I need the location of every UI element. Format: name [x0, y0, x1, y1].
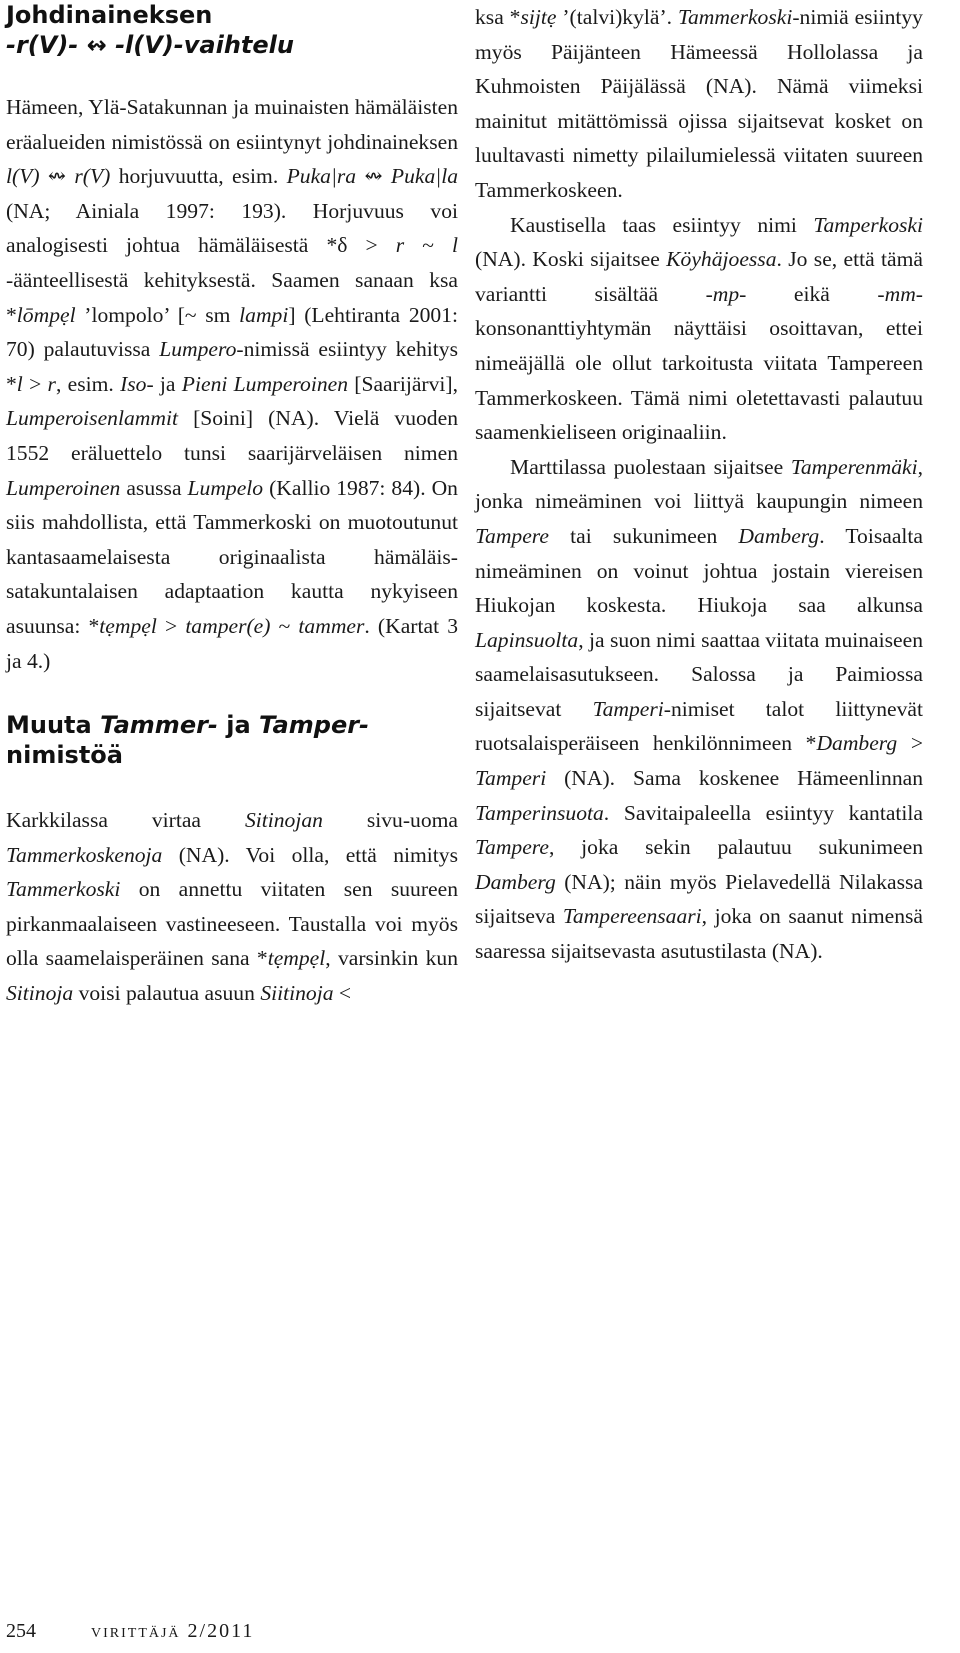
text-run: , varsinkin kun: [325, 946, 459, 971]
italic-run: Tammerkoski: [677, 5, 793, 29]
text-run: ↭: [356, 164, 391, 189]
text-run: , esim.: [55, 371, 121, 396]
italic-run: Siitinoja: [260, 981, 334, 1006]
text-run: , joka sekin palautuu sukunimeen: [549, 835, 923, 860]
italic-run: Damberg: [475, 869, 556, 894]
heading-2-italic-1: Tammer-: [100, 711, 218, 740]
italic-run: Tamperkoski: [813, 212, 923, 237]
text-run: >: [22, 371, 48, 396]
left-paragraph-1: [6, 90, 458, 678]
italic-run: Tammerkoskenoja: [6, 842, 163, 867]
italic-run: Damberg: [738, 523, 820, 548]
text-run: (NA; Ainiala 1997: 193). Horjuvuus voi analogisesti johtua hämäläisestä *δ >: [6, 198, 458, 258]
text-run: ’(talvi)kylä’.: [556, 5, 678, 29]
text-run: - eikä -: [739, 281, 885, 306]
text-run: ↭: [39, 164, 75, 189]
text-run: horjuvuutta, esim.: [110, 164, 287, 189]
italic-run: Lumpero: [159, 337, 237, 362]
right-paragraph-3: [475, 450, 923, 969]
italic-run: l: [452, 233, 458, 258]
text-run: ~: [270, 613, 299, 638]
italic-run: Tamperenmäki: [790, 454, 918, 479]
heading-2-italic-2: Tamper-: [259, 711, 370, 740]
italic-run: Puka|ra: [286, 164, 357, 189]
italic-run: Puka|la: [390, 164, 459, 189]
italic-run: tẹmpẹl: [267, 946, 326, 971]
text-run: >: [897, 731, 923, 756]
italic-run: r: [47, 371, 56, 396]
text-run: tai sukunimeen: [549, 523, 739, 548]
italic-run: Köyhäjoessa: [666, 247, 777, 272]
text-run: , ja suon nimi saattaa viitata muinaiseen saamelaisasutukseen. Salossa ja Paimiossa sijaitsevat: [475, 627, 924, 721]
heading-2-prefix: Muuta: [6, 711, 101, 740]
text-run: [Saarijärvi],: [348, 371, 458, 396]
text-run: ’lompolo’ [~ sm: [75, 302, 240, 327]
text-run: . Savitaipaleella esiintyy kantatila: [603, 800, 923, 825]
heading-2-mid: ja: [217, 711, 260, 740]
text-run: (NA); näin myös Pielavedellä Nilakassa sijaitseva: [475, 869, 923, 929]
italic-run: Pieni Lumperoinen: [181, 371, 348, 396]
heading-1-line-1: Johdinaineksen: [6, 1, 213, 29]
italic-run: Tampereensaari: [562, 904, 702, 929]
right-paragraph-1: [475, 0, 923, 208]
text-run: , joka on saanut nimensä saaressa sijaitsevasta asutustilasta (NA).: [475, 904, 923, 964]
text-run: asussa: [120, 475, 188, 500]
italic-run: Lumpelo: [187, 475, 264, 500]
italic-run: Sitinoja: [6, 981, 74, 1006]
italic-run: Damberg: [816, 731, 898, 756]
italic-run: Tampere: [475, 523, 549, 548]
text-run: ] (Lehtiranta 2001: 70) palautuvissa: [6, 302, 459, 362]
italic-run: sijtẹ: [520, 5, 557, 29]
italic-run: Tamperinsuota: [475, 800, 604, 825]
italic-run: mm: [884, 281, 916, 306]
section-heading-2: [6, 710, 458, 770]
italic-run: Tamperi: [475, 766, 547, 791]
text-run: . Jo se, että tämä variantti sisältää -: [475, 247, 923, 306]
text-run: , jonka nimeäminen voi liittyä kaupungin nimeen: [475, 454, 923, 514]
text-run: -nimissä esiintyy kehitys *: [6, 337, 458, 396]
text-run: <: [333, 981, 352, 1006]
text-run: Karkkilassa virtaa: [6, 808, 245, 833]
text-run: -konsonanttiyhtymän näyttäisi osoittavan, ettei nimeäjällä ole ollut tarkoitusta viitata Tampereen Tammerkoskeen. Tämä nimi oletettavasti palautuu saamenkieliseen originaaliin.: [475, 281, 923, 445]
text-run: -nimiset talot liittynevät ruotsalaisperäiseen henkilönnimeen *: [475, 696, 923, 756]
left-column: [6, 0, 458, 1011]
italic-run: l(V): [6, 164, 40, 189]
text-run: [Soini] (NA). Vielä vuoden 1552 eräluettelo tunsi saarijärveläisen nimen: [6, 406, 458, 465]
italic-run: Tamperi: [592, 696, 664, 721]
heading-2-suffix: nimistöä: [6, 741, 123, 770]
right-paragraph-2: [475, 208, 923, 450]
italic-run: Iso-: [120, 371, 154, 396]
italic-run: lōmpẹl: [16, 302, 76, 327]
text-run: . (Kartat 3 ja 4.): [6, 613, 459, 673]
text-run: -nimiä esiintyy myös Päijänteen Hämeessä Hollolassa ja Kuhmoisten Päijälässä (NA). Nämä viimeksi mainitut mitättömissä ojissa sijaitsevat kosket on luultavasti nimetty pilailumielessä viitaten suureen Tammerkoskeen.: [475, 5, 923, 202]
italic-run: Lapinsuolta: [475, 627, 579, 652]
italic-run: Lumperoisenlammit: [6, 406, 178, 431]
text-run: -äänteellisestä kehityksestä. Saamen sanaan ksa *: [6, 267, 458, 327]
italic-run: r: [395, 233, 405, 258]
section-heading-1: [6, 0, 458, 60]
italic-run: r(V): [74, 164, 111, 189]
italic-run: Sitinojan: [244, 808, 323, 833]
text-run: ~: [404, 233, 452, 258]
italic-run: Lumperoinen: [6, 475, 121, 500]
page-number: 254: [6, 1620, 36, 1642]
text-run: Kaustisella taas esiintyy nimi: [510, 212, 814, 237]
text-run: sivu-uoma: [322, 808, 459, 833]
text-run: voisi palautua asuun: [73, 981, 261, 1006]
text-run: (NA). Sama koskenee Hämeenlinnan: [546, 766, 923, 791]
page-footer: [6, 1620, 254, 1643]
italic-run: lampi: [239, 302, 289, 327]
italic-run: mp: [712, 281, 740, 306]
italic-run: tẹmpẹl: [99, 613, 157, 638]
italic-run: tamper(e): [185, 613, 271, 638]
italic-run: tammer: [298, 613, 365, 638]
text-run: Hämeen, Ylä-Satakunnan ja muinaisten hämäläisten eräalueiden nimistössä on esiintynyt johdinaineksen: [6, 95, 458, 154]
italic-run: l: [16, 371, 23, 396]
text-run: . Toisaalta nimeäminen on voinut johtua jostain viereisen Hiukojan koskesta. Hiukoja saa alkunsa: [475, 523, 923, 618]
italic-run: Tampere: [475, 835, 549, 860]
text-run: Marttilassa puolestaan sijaitsee: [510, 454, 791, 479]
text-run: (NA). Voi olla, että nimitys: [162, 842, 458, 867]
text-run: >: [156, 613, 186, 638]
right-column: [475, 0, 923, 969]
journal-issue: virittäjä 2/2011: [91, 1620, 255, 1642]
text-run: ja: [153, 371, 182, 396]
text-run: (NA). Koski sijaitsee: [475, 247, 667, 272]
left-paragraph-2: [6, 803, 458, 1011]
italic-run: Tammerkoski: [6, 877, 121, 902]
text-run: (Kallio 1987: 84). On siis mahdollista, että Tammerkoski on muotoutunut kantasaamelaisesta originaalista hämäläis-satakuntalaisen adaptaation kautta nykyiseen asuunsa: *: [6, 475, 458, 638]
text-run: ksa *: [475, 5, 521, 29]
text-run: on annettu viitaten sen suureen pirkanmaalaiseen vastineeseen. Taustalla voi myös olla saamelaisperäinen sana *: [6, 877, 458, 971]
heading-1-line-2: -r(V)- ↭ -l(V)-vaihtelu: [6, 31, 294, 59]
